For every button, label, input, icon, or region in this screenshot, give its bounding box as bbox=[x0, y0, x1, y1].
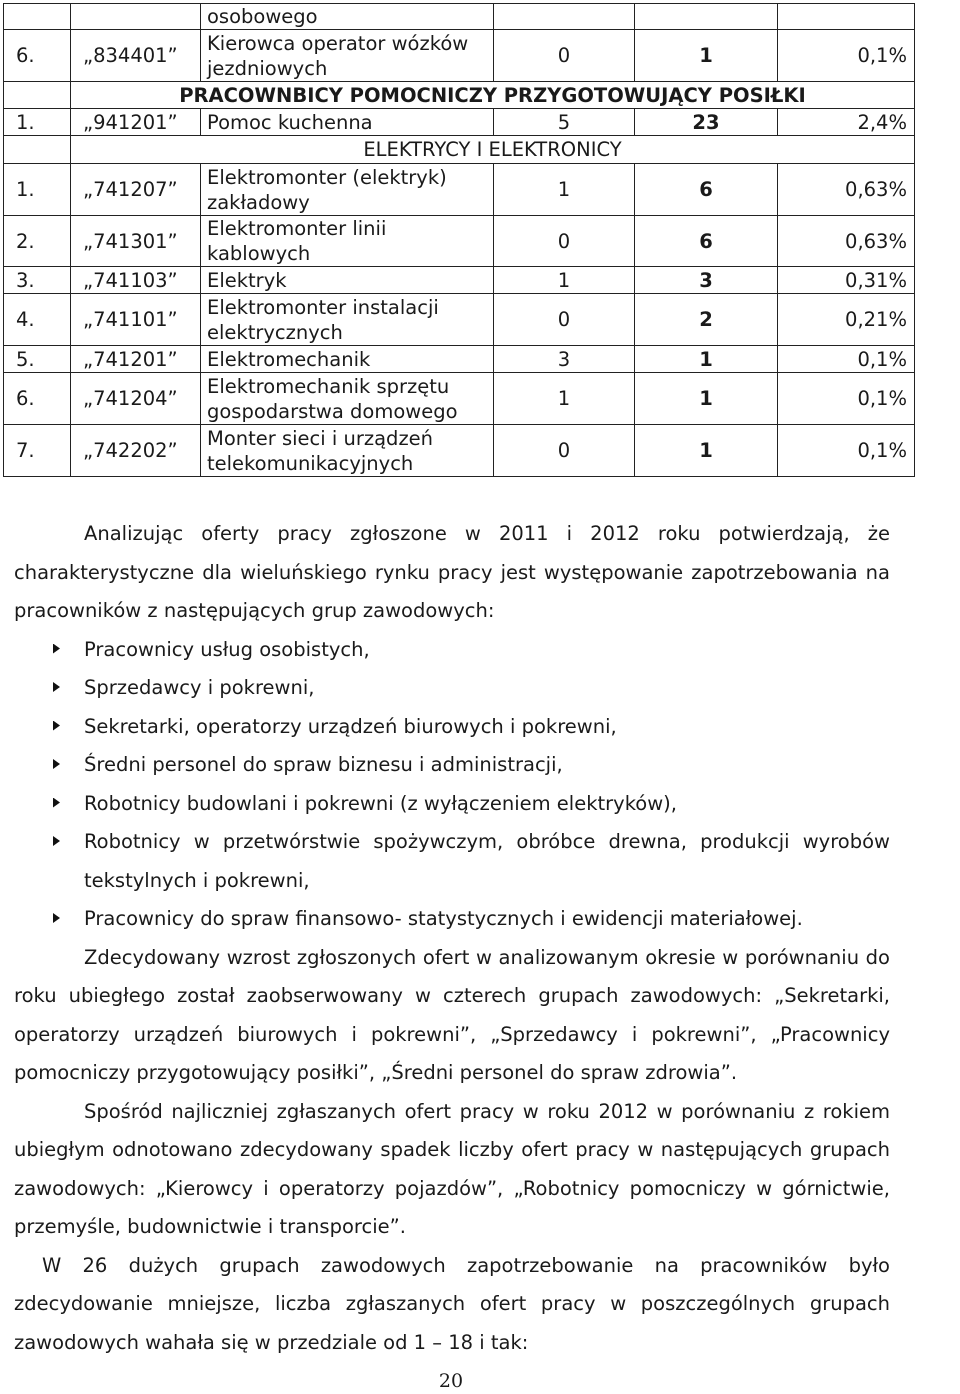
occupation-code: „741101” bbox=[71, 294, 201, 346]
paragraph-groups: W 26 dużych grupach zawodowych zapotrzebowanie na pracowników było zdecydowanie mniejsze, liczba zgłaszanych ofert pracy w poszczególnych grupach zawodowych wahała się w przedziale od 1 – 18 i tak: bbox=[14, 1253, 890, 1354]
occupation-name: Elektromechanik bbox=[201, 346, 494, 373]
bullet-icon bbox=[53, 644, 60, 654]
section-heading: PRACOWNBICY POMOCNICZY PRZYGOTOWUJĄCY POSIŁKI bbox=[71, 82, 915, 109]
occupation-table bbox=[3, 3, 915, 477]
table-row bbox=[4, 425, 915, 477]
table-row bbox=[4, 216, 915, 267]
row-number: 6. bbox=[4, 30, 71, 82]
bullet-icon bbox=[53, 721, 60, 731]
offers-2012: 1 bbox=[635, 373, 778, 425]
row-number: 7. bbox=[4, 425, 71, 477]
table-row bbox=[4, 294, 915, 346]
occupation-name: Monter sieci i urządzeń telekomunikacyjnych bbox=[201, 425, 494, 477]
occupation-code: „834401” bbox=[71, 30, 201, 82]
offers-percent: 0,1% bbox=[778, 373, 915, 425]
occupation-name: Elektromechanik sprzętu gospodarstwa domowego bbox=[201, 373, 494, 425]
list-item: Średni personel do spraw biznesu i administracji, bbox=[14, 746, 890, 785]
offers-percent: 2,4% bbox=[778, 109, 915, 136]
occupation-name: Elektromonter (elektryk) zakładowy bbox=[201, 164, 494, 216]
table-row bbox=[4, 109, 915, 136]
offers-2011: 3 bbox=[494, 346, 635, 373]
table-row bbox=[4, 373, 915, 425]
offers-2011: 0 bbox=[494, 294, 635, 346]
occupation-name: Elektromonter instalacji elektrycznych bbox=[201, 294, 494, 346]
offers-2011: 1 bbox=[494, 373, 635, 425]
occupation-name: Pomoc kuchenna bbox=[201, 109, 494, 136]
offers-percent: 0,1% bbox=[778, 30, 915, 82]
offers-2012: 6 bbox=[635, 164, 778, 216]
table-row bbox=[4, 346, 915, 373]
offers-2012: 23 bbox=[635, 109, 778, 136]
table-row bbox=[4, 4, 915, 30]
occupation-name: Kierowca operator wózków jezdniowych bbox=[201, 30, 494, 82]
row-number: 4. bbox=[4, 294, 71, 346]
occupation-code: „741103” bbox=[71, 267, 201, 294]
offers-percent: 0,21% bbox=[778, 294, 915, 346]
table-row bbox=[4, 30, 915, 82]
occupation-code: „742202” bbox=[71, 425, 201, 477]
section-row bbox=[4, 82, 915, 109]
row-number: 1. bbox=[4, 109, 71, 136]
list-item: Pracownicy usług osobistych, bbox=[14, 631, 890, 670]
list-item: Sekretarki, operatorzy urządzeń biurowych i pokrewni, bbox=[14, 708, 890, 747]
occupation-code: „741204” bbox=[71, 373, 201, 425]
paragraph-decrease: Spośród najliczniej zgłaszanych ofert pracy w roku 2012 w porównaniu z rokiem ubiegłym odnotowano zdecydowany spadek liczby ofert pracy w następujących grupach zawodowych: „Kierowcy i operatorzy pojazdów”, „Robotnicy pomocniczy w górnictwie, przemyśle, budownictwie i transporcie”. bbox=[14, 1099, 890, 1238]
section-row bbox=[4, 136, 915, 164]
occupation-name: Elektryk bbox=[201, 267, 494, 294]
bullet-icon bbox=[53, 836, 60, 846]
body-text bbox=[14, 515, 890, 1362]
occupation-name: Elektromonter linii kablowych bbox=[201, 216, 494, 267]
list-item: Robotnicy w przetwórstwie spożywczym, obróbce drewna, produkcji wyrobów tekstylnych i pokrewni, bbox=[14, 823, 890, 900]
offers-2011: 1 bbox=[494, 267, 635, 294]
table-row bbox=[4, 267, 915, 294]
offers-2012: 3 bbox=[635, 267, 778, 294]
list-item: Robotnicy budowlani i pokrewni (z wyłączeniem elektryków), bbox=[14, 785, 890, 824]
section-heading: ELEKTRYCY I ELEKTRONICY bbox=[71, 136, 915, 164]
table-row bbox=[4, 164, 915, 216]
occupation-code: „741301” bbox=[71, 216, 201, 267]
offers-2012: 1 bbox=[635, 30, 778, 82]
offers-percent: 0,63% bbox=[778, 216, 915, 267]
list-item: Sprzedawcy i pokrewni, bbox=[14, 669, 890, 708]
occupation-name: osobowego bbox=[201, 4, 494, 30]
list-item: Pracownicy do spraw finansowo- statystycznych i ewidencji materiałowej. bbox=[14, 900, 890, 939]
offers-percent: 0,31% bbox=[778, 267, 915, 294]
occupation-code: „941201” bbox=[71, 109, 201, 136]
occupation-code: „741201” bbox=[71, 346, 201, 373]
offers-2012: 1 bbox=[635, 425, 778, 477]
offers-2011: 0 bbox=[494, 216, 635, 267]
offers-2011: 0 bbox=[494, 30, 635, 82]
page-number: 20 bbox=[438, 1370, 464, 1392]
bullet-icon bbox=[53, 798, 60, 808]
offers-2012: 6 bbox=[635, 216, 778, 267]
intro-paragraph: Analizując oferty pracy zgłoszone w 2011 i 2012 roku potwierdzają, że charakterystyczne dla wieluńskiego rynku pracy jest występowanie zapotrzebowania na pracowników z następujących grup zawodowych: bbox=[14, 522, 890, 622]
row-number: 6. bbox=[4, 373, 71, 425]
row-number: 3. bbox=[4, 267, 71, 294]
bullet-icon bbox=[53, 759, 60, 769]
row-number: 1. bbox=[4, 164, 71, 216]
bullet-icon bbox=[53, 913, 60, 923]
offers-percent: 0,1% bbox=[778, 425, 915, 477]
occupation-group-list bbox=[14, 631, 890, 939]
offers-2012: 1 bbox=[635, 346, 778, 373]
row-number: 5. bbox=[4, 346, 71, 373]
paragraph-increase: Zdecydowany wzrost zgłoszonych ofert w analizowanym okresie w porównaniu do roku ubiegłego został zaobserwowany w czterech grupach zawodowych: „Sekretarki, operatorzy urządzeń biurowych i pokrewni”, „Sprzedawcy i pokrewni”, „Pracownicy pomocniczy przygotowujący posiłki”, „Średni personel do spraw zdrowia”. bbox=[14, 945, 890, 1084]
occupation-code: „741207” bbox=[71, 164, 201, 216]
offers-2011: 0 bbox=[494, 425, 635, 477]
offers-percent: 0,63% bbox=[778, 164, 915, 216]
offers-2011: 5 bbox=[494, 109, 635, 136]
offers-2012: 2 bbox=[635, 294, 778, 346]
bullet-icon bbox=[53, 682, 60, 692]
row-number: 2. bbox=[4, 216, 71, 267]
offers-percent: 0,1% bbox=[778, 346, 915, 373]
offers-2011: 1 bbox=[494, 164, 635, 216]
